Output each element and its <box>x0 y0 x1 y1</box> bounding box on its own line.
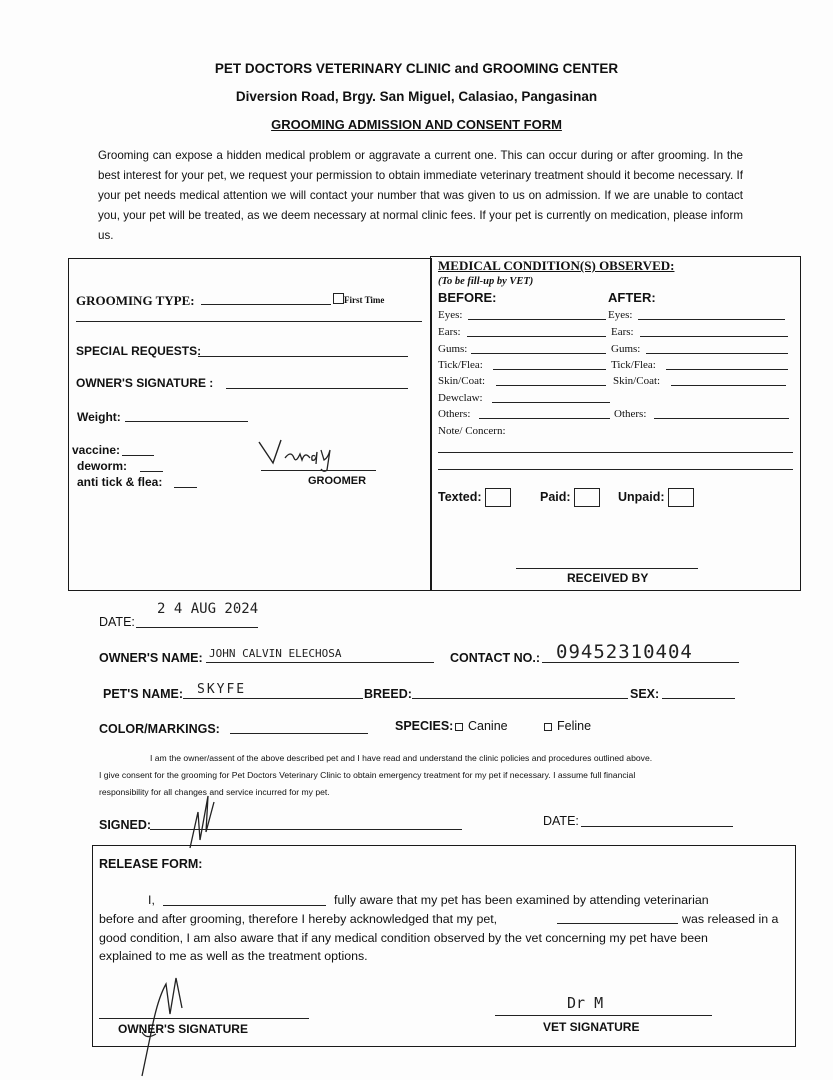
after-others-label: Others: <box>614 408 647 420</box>
first-time-checkbox[interactable] <box>333 293 344 304</box>
anti-tick-label: anti tick & flea: <box>77 475 163 489</box>
release-owner-signature-label: OWNER'S SIGNATURE <box>118 1022 248 1036</box>
after-tickflea-label: Tick/Flea: <box>611 359 656 371</box>
before-ears-line[interactable] <box>467 336 606 337</box>
special-requests-label: SPECIAL REQUESTS: <box>76 344 202 358</box>
consent-line-3: responsibility for all changes and service incurred for my pet. <box>99 787 330 797</box>
unpaid-label: Unpaid: <box>618 489 665 504</box>
release-line-3: good condition, I am also aware that if any medical condition observed by the vet concerning my pet have been <box>99 931 708 945</box>
before-eyes-label: Eyes: <box>438 309 463 321</box>
release-name-line[interactable] <box>163 905 326 906</box>
clinic-address: Diversion Road, Brgy. San Miguel, Calasiao, Pangasinan <box>235 89 598 104</box>
after-eyes-line[interactable] <box>638 319 785 320</box>
after-ears-label: Ears: <box>611 326 634 338</box>
after-tickflea-line[interactable] <box>666 369 788 370</box>
consent-line-1: I am the owner/assent of the above described pet and I have read and understand the clinic policies and procedures outlined above. <box>150 753 653 763</box>
sex-line[interactable] <box>662 698 735 699</box>
unpaid-checkbox[interactable] <box>668 488 694 507</box>
owner-signature-icon <box>184 792 220 852</box>
medical-box <box>430 256 801 591</box>
release-pet-line[interactable] <box>557 923 678 924</box>
texted-label: Texted: <box>438 489 482 504</box>
vet-signature-label: VET SIGNATURE <box>543 1020 640 1034</box>
paid-checkbox[interactable] <box>574 488 600 507</box>
before-gums-line[interactable] <box>471 353 606 354</box>
canine-checkbox[interactable] <box>455 723 463 731</box>
owner-signature-label: OWNER'S SIGNATURE : <box>76 376 214 390</box>
before-tickflea-label: Tick/Flea: <box>438 359 483 371</box>
groomer-label: GROOMER <box>308 475 367 487</box>
special-requests-line[interactable] <box>198 356 408 357</box>
medical-subtitle: (To be fill-up by VET) <box>438 276 534 287</box>
date-label: DATE: <box>99 615 135 629</box>
feline-checkbox[interactable] <box>544 723 552 731</box>
after-eyes-label: Eyes: <box>608 309 633 321</box>
canine-label: Canine <box>468 719 508 733</box>
vaccine-line[interactable] <box>122 455 154 456</box>
release-title: RELEASE FORM: <box>99 857 203 871</box>
species-label: SPECIES: <box>395 719 454 733</box>
paid-field <box>540 488 600 507</box>
release-owner-signature-line[interactable] <box>99 1018 309 1019</box>
after-others-line[interactable] <box>654 418 789 419</box>
pet-name-value: SKYFE <box>197 682 247 697</box>
before-dewclaw-line[interactable] <box>492 402 610 403</box>
note-line-1[interactable] <box>438 452 793 453</box>
contact-value: 09452310404 <box>556 641 693 663</box>
deworm-line[interactable] <box>140 471 163 472</box>
before-skincoat-label: Skin/Coat: <box>438 375 486 387</box>
unpaid-field <box>618 488 694 507</box>
paid-label: Paid: <box>540 489 571 504</box>
vet-initials: Dr M <box>567 994 604 1012</box>
before-gums-label: Gums: <box>438 343 468 355</box>
signed-label: SIGNED: <box>99 818 152 832</box>
intro-paragraph: Grooming can expose a hidden medical problem or aggravate a current one. This can occur during or after grooming. In the best interest for your pet, we request your permission to obtain immediate veterinary treatment should it become necessary. If your pet needs medical attention we will contact your number that was given to us on admission. If we are unable to contact you, your pet will be treated, as we deem necessary at normal clinic fees. If your pet is currently on medication, please inform us. <box>98 149 743 242</box>
after-label: AFTER: <box>608 290 656 305</box>
received-by-label: RECEIVED BY <box>567 571 649 585</box>
color-markings-line[interactable] <box>230 733 368 734</box>
anti-tick-line[interactable] <box>174 487 197 488</box>
weight-line[interactable] <box>125 421 248 422</box>
grooming-type-line[interactable] <box>201 304 331 305</box>
breed-line[interactable] <box>412 698 628 699</box>
received-by-line[interactable] <box>516 568 698 569</box>
species-canine-option[interactable] <box>455 719 508 733</box>
after-ears-line[interactable] <box>640 336 788 337</box>
after-skincoat-label: Skin/Coat: <box>613 375 661 387</box>
release-line-4: explained to me as well as the treatment options. <box>99 949 368 963</box>
clinic-name: PET DOCTORS VETERINARY CLINIC and GROOMING CENTER <box>214 61 619 76</box>
before-others-line[interactable] <box>479 418 610 419</box>
before-label: BEFORE: <box>438 290 497 305</box>
groomer-signature-line[interactable] <box>261 470 376 471</box>
release-line-2a: before and after grooming, therefore I hereby acknowledged that my pet, <box>99 912 498 926</box>
owner-signature-line[interactable] <box>226 388 408 389</box>
texted-checkbox[interactable] <box>485 488 511 507</box>
pet-name-line[interactable] <box>183 698 363 699</box>
grooming-type-label: GROOMING TYPE: <box>76 293 195 308</box>
first-time-label: First Time <box>344 295 385 305</box>
note-label: Note/ Concern: <box>438 425 506 437</box>
weight-label: Weight: <box>77 410 121 424</box>
after-gums-line[interactable] <box>646 353 788 354</box>
vaccine-label: vaccine: <box>72 443 121 457</box>
color-markings-label: COLOR/MARKINGS: <box>99 722 220 736</box>
owner-name-label: OWNER'S NAME: <box>99 651 203 665</box>
species-feline-option[interactable] <box>544 719 591 733</box>
before-dewclaw-label: Dewclaw: <box>438 392 483 404</box>
grooming-type-line-2[interactable] <box>76 321 422 322</box>
before-others-label: Others: <box>438 408 471 420</box>
contact-line[interactable] <box>542 662 739 663</box>
deworm-label: deworm: <box>77 459 128 473</box>
consent-line-2: I give consent for the grooming for Pet Doctors Veterinary Clinic to obtain emergency treatment for my pet if necessary. I assume full financial <box>99 770 636 780</box>
groomer-signature-icon <box>255 436 355 472</box>
before-skincoat-line[interactable] <box>496 385 606 386</box>
consent-date-line[interactable] <box>581 826 733 827</box>
contact-label: CONTACT NO.: <box>450 651 541 665</box>
before-tickflea-line[interactable] <box>493 369 606 370</box>
sex-label: SEX: <box>630 687 660 701</box>
after-skincoat-line[interactable] <box>671 385 786 386</box>
owner-name-value: JOHN CALVIN ELECHOSA <box>209 647 342 660</box>
texted-field <box>438 488 511 507</box>
consent-date-label: DATE: <box>543 814 579 828</box>
pet-name-label: PET'S NAME: <box>103 687 184 701</box>
before-eyes-line[interactable] <box>468 319 606 320</box>
before-ears-label: Ears: <box>438 326 461 338</box>
feline-label: Feline <box>557 719 592 733</box>
after-gums-label: Gums: <box>611 343 641 355</box>
breed-label: BREED: <box>364 687 412 701</box>
release-i-label: I, <box>148 893 155 907</box>
form-title: GROOMING ADMISSION AND CONSENT FORM <box>271 117 562 132</box>
release-line-2b: was released in a <box>682 912 779 926</box>
vet-signature-line[interactable] <box>495 1015 712 1016</box>
date-line[interactable] <box>136 627 258 628</box>
date-value: 2 4 AUG 2024 <box>157 601 259 617</box>
note-line-2[interactable] <box>438 469 793 470</box>
owner-name-line[interactable] <box>206 662 434 663</box>
release-line-1: fully aware that my pet has been examined by attending veterinarian <box>334 893 709 907</box>
medical-title: MEDICAL CONDITION(S) OBSERVED: <box>438 258 675 273</box>
